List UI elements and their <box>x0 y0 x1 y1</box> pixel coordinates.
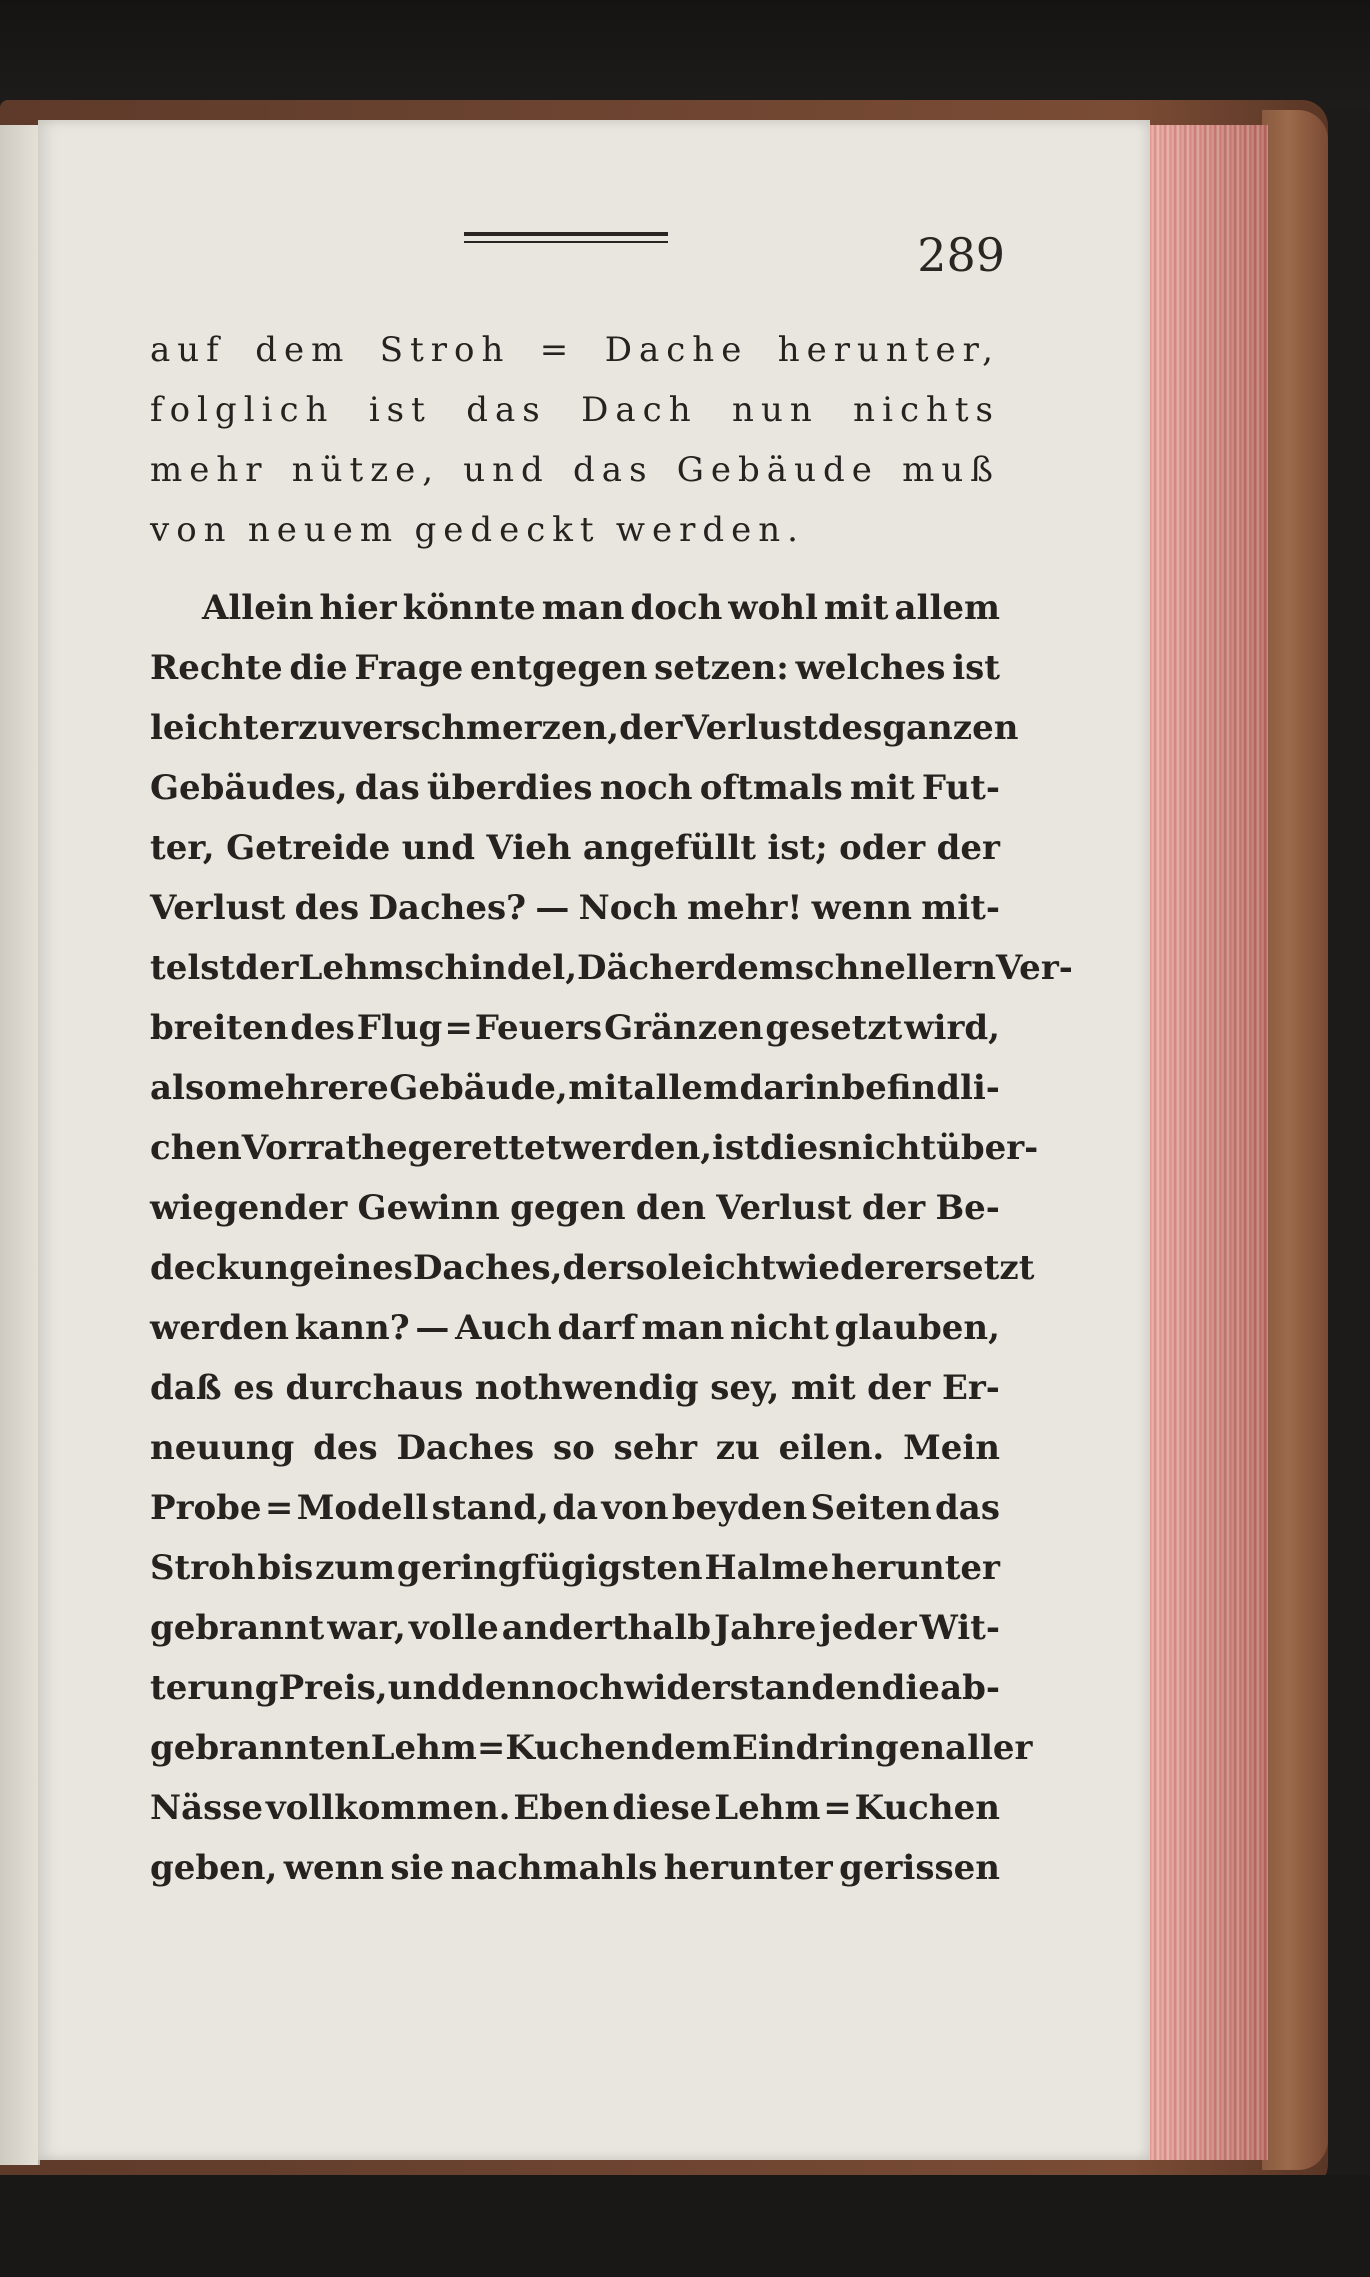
word: allem <box>894 588 1000 628</box>
word: wieder <box>776 1248 904 1288</box>
word: entgegen <box>469 648 648 688</box>
word: es <box>233 1368 274 1408</box>
word: werden, <box>561 1128 713 1168</box>
text-line <box>150 1298 1000 1358</box>
word: dem <box>255 330 351 370</box>
word: die <box>289 648 348 688</box>
word: Modell <box>296 1488 429 1528</box>
word: Verlust <box>682 708 818 748</box>
word: der <box>235 948 299 988</box>
word: eilen. <box>778 1428 885 1468</box>
word: so <box>625 1248 668 1288</box>
text-line <box>150 1478 1000 1538</box>
word: anderthalb <box>501 1608 711 1648</box>
word: noch <box>599 768 693 808</box>
word: von <box>150 510 233 550</box>
word: darin <box>739 1068 841 1108</box>
word: zum <box>315 1548 396 1588</box>
page-number: 289 <box>917 228 1005 282</box>
word: breiten <box>150 1008 289 1048</box>
word: Wit- <box>919 1608 1000 1648</box>
word: Kuchen <box>505 1728 651 1768</box>
word: Preis, <box>278 1668 388 1708</box>
word: da <box>552 1488 599 1528</box>
word: des <box>290 1008 355 1048</box>
word: mit <box>850 768 915 808</box>
word: war, <box>327 1608 406 1648</box>
word: nütze, <box>291 450 441 490</box>
word: Dache <box>604 330 749 370</box>
word: wenn <box>283 1848 385 1888</box>
word: Lehm <box>370 1728 477 1768</box>
text-line <box>150 1718 1033 1778</box>
word: die <box>881 1668 940 1708</box>
word: Halme <box>704 1548 830 1588</box>
word: der <box>867 1368 931 1408</box>
word: stand, <box>431 1488 549 1528</box>
word: Gränzen <box>604 1008 764 1048</box>
word: allem <box>633 1068 739 1108</box>
word: ter, <box>150 828 215 868</box>
word: Be- <box>935 1188 1000 1228</box>
word: ist <box>952 648 1000 688</box>
word: wiegender <box>150 1188 348 1228</box>
text-line <box>150 500 1000 560</box>
word: ist <box>712 1128 760 1168</box>
word: deckung <box>150 1248 313 1288</box>
word: Daches <box>396 1428 535 1468</box>
word: das <box>354 768 420 808</box>
word: werden <box>150 1308 289 1348</box>
word: ganzen <box>882 708 1019 748</box>
word: geben, <box>150 1848 278 1888</box>
word: Getreide <box>226 828 391 868</box>
word: mit <box>823 588 889 628</box>
word: Jahre <box>713 1608 817 1648</box>
word: telst <box>150 948 236 988</box>
word: mit- <box>921 888 1000 928</box>
word: Mein <box>903 1428 1000 1468</box>
text-line <box>150 1178 1000 1238</box>
word: neuung <box>150 1428 295 1468</box>
text-line <box>150 1238 1035 1298</box>
word: zu <box>298 708 343 748</box>
word: durchaus <box>285 1368 464 1408</box>
word: und <box>463 450 550 490</box>
word: daß <box>150 1368 222 1408</box>
word: Allein <box>202 588 314 628</box>
text-line <box>150 380 1000 440</box>
word: verschmerzen, <box>342 708 620 748</box>
word: Feuers <box>474 1008 603 1048</box>
word: herunter <box>663 1848 833 1888</box>
word: vollkommen. <box>265 1788 511 1828</box>
word: hier <box>319 588 397 628</box>
header-rule-thick <box>464 232 668 236</box>
word: wird, <box>904 1008 1000 1048</box>
word: also <box>150 1068 227 1108</box>
word: mehr <box>150 450 269 490</box>
word: Frage <box>354 648 464 688</box>
word: das <box>466 390 547 430</box>
text-line <box>150 578 1000 638</box>
word: des <box>313 1428 378 1468</box>
text-line <box>150 938 1073 998</box>
word: Eben <box>513 1788 610 1828</box>
word: Gebäude, <box>389 1068 568 1108</box>
text-line <box>150 1538 1000 1598</box>
word: gebrannt <box>150 1608 325 1648</box>
word: Stroh <box>150 1548 256 1588</box>
word: — <box>535 888 570 928</box>
word: Stroh <box>379 330 511 370</box>
word: dies <box>759 1128 838 1168</box>
word: der <box>861 1188 926 1228</box>
word: Vorrathe <box>241 1128 408 1168</box>
word: ab- <box>940 1668 1000 1708</box>
text-line <box>150 758 1000 818</box>
word: Gebäudes, <box>150 768 348 808</box>
text-line <box>150 440 1000 500</box>
header-rule-thin <box>464 241 668 243</box>
word: Nässe <box>150 1788 264 1828</box>
word: darf <box>557 1308 636 1348</box>
text-line <box>150 1658 1000 1718</box>
word: sey, <box>710 1368 780 1408</box>
word: Lehm <box>714 1788 821 1828</box>
word: Verlust <box>150 888 286 928</box>
text-line <box>150 1598 1000 1658</box>
word: Daches, <box>412 1248 563 1288</box>
word: oder <box>839 828 926 868</box>
word: ist; <box>767 828 828 868</box>
word: = <box>264 1488 294 1528</box>
word: das <box>935 1488 1000 1528</box>
text-line <box>150 1118 1039 1178</box>
text-line <box>150 818 1000 878</box>
word: wenn <box>811 888 912 928</box>
word: = <box>444 1008 473 1048</box>
word: gesetzt <box>765 1008 903 1048</box>
text-line <box>150 1418 1000 1478</box>
body-text <box>150 320 1073 1898</box>
word: Noch <box>578 888 678 928</box>
word: nicht <box>730 1308 829 1348</box>
word: eines <box>312 1248 413 1288</box>
word: Gewinn <box>357 1188 500 1228</box>
word: schnellern <box>794 948 996 988</box>
word: folglich <box>150 390 335 430</box>
word: = <box>476 1728 506 1768</box>
word: chen <box>150 1128 242 1168</box>
word: muß <box>902 450 1000 490</box>
word: Auch <box>455 1308 552 1348</box>
word: doch <box>630 588 723 628</box>
word: überdies <box>426 768 593 808</box>
word: könnte <box>402 588 536 628</box>
word: gerissen <box>839 1848 1000 1888</box>
word: mehrere <box>227 1068 389 1108</box>
word: Seiten <box>810 1488 932 1528</box>
book-cover-edge <box>1262 110 1328 2170</box>
text-line <box>150 1838 1000 1898</box>
word: oftmals <box>699 768 843 808</box>
word: nicht <box>837 1128 937 1168</box>
background-top <box>0 0 1370 110</box>
text-line <box>150 698 1019 758</box>
paragraph-gap <box>150 560 1000 578</box>
word: der <box>936 828 1000 868</box>
word: Lehmschindel, <box>298 948 578 988</box>
word: geringfügigsten <box>396 1548 703 1588</box>
text-line <box>150 1058 1000 1118</box>
word: Verlust <box>716 1188 852 1228</box>
text-line <box>150 998 1000 1058</box>
word: mit <box>790 1368 856 1408</box>
text-line <box>150 638 1000 698</box>
word: ersetzt <box>903 1248 1035 1288</box>
word: beyden <box>671 1488 808 1528</box>
word: Kuchen <box>854 1788 1000 1828</box>
page-edges-shade <box>1150 125 1268 2160</box>
word: gedeckt <box>414 510 601 550</box>
word: Fut- <box>921 768 1000 808</box>
word: sehr <box>613 1428 697 1468</box>
word: jeder <box>819 1608 917 1648</box>
word: diese <box>612 1788 712 1828</box>
word: herunter <box>831 1548 1000 1588</box>
word: nachmahls <box>450 1848 658 1888</box>
word: gebrannten <box>150 1728 371 1768</box>
word: Dächer <box>577 948 714 988</box>
text-line <box>150 320 1000 380</box>
word: Probe <box>150 1488 262 1528</box>
word: sie <box>390 1848 445 1888</box>
word: dem <box>650 1728 733 1768</box>
word: befindli- <box>841 1068 1000 1108</box>
word: nothwendig <box>474 1368 699 1408</box>
word: und <box>401 828 475 868</box>
word: glauben, <box>834 1308 1000 1348</box>
word: und <box>387 1668 461 1708</box>
word: des <box>294 888 360 928</box>
word: zu <box>715 1428 760 1468</box>
word: herunter, <box>777 330 1000 370</box>
word: = <box>539 330 576 370</box>
word: auf <box>150 330 226 370</box>
text-line <box>150 1778 1000 1838</box>
word: widerstanden <box>624 1668 882 1708</box>
word: werden. <box>615 510 805 550</box>
word: terung <box>150 1668 279 1708</box>
word: über- <box>936 1128 1039 1168</box>
word: wohl <box>728 588 818 628</box>
background-bottom <box>0 2175 1370 2277</box>
word: volle <box>408 1608 499 1648</box>
word: leichter <box>150 708 299 748</box>
word: angefüllt <box>582 828 756 868</box>
word: der <box>619 708 683 748</box>
word: = <box>823 1788 852 1828</box>
text-line <box>150 1358 1000 1418</box>
word: welches <box>795 648 946 688</box>
word: Ver- <box>995 948 1073 988</box>
word: mehr! <box>687 888 803 928</box>
word: gegen <box>510 1188 626 1228</box>
word: nichts <box>853 390 1000 430</box>
word: Dach <box>581 390 698 430</box>
word: aller <box>945 1728 1033 1768</box>
word: Er- <box>941 1368 1000 1408</box>
word: das <box>573 450 654 490</box>
word: Flug <box>356 1008 443 1048</box>
word: man <box>641 1308 725 1348</box>
word: Daches? <box>368 888 527 928</box>
word: ist <box>368 390 432 430</box>
word: gerettet <box>407 1128 562 1168</box>
word: — <box>415 1308 450 1348</box>
word: Eindringen <box>732 1728 946 1768</box>
header-rule <box>464 232 668 246</box>
word: neuem <box>247 510 400 550</box>
word: Rechte <box>150 648 283 688</box>
word: Gebäude <box>676 450 879 490</box>
text-line <box>150 878 1000 938</box>
word: leicht <box>667 1248 777 1288</box>
previous-page-edge <box>0 125 40 2165</box>
word: so <box>552 1428 595 1468</box>
word: dennoch <box>461 1668 625 1708</box>
word: des <box>817 708 883 748</box>
word: von <box>601 1488 669 1528</box>
word: bis <box>257 1548 314 1588</box>
word: man <box>541 588 625 628</box>
word: Vieh <box>486 828 572 868</box>
word: der <box>562 1248 626 1288</box>
word: den <box>635 1188 707 1228</box>
word: kann? <box>294 1308 410 1348</box>
word: nun <box>732 390 819 430</box>
word: dem <box>713 948 795 988</box>
word: mit <box>568 1068 633 1108</box>
word: setzen: <box>654 648 789 688</box>
